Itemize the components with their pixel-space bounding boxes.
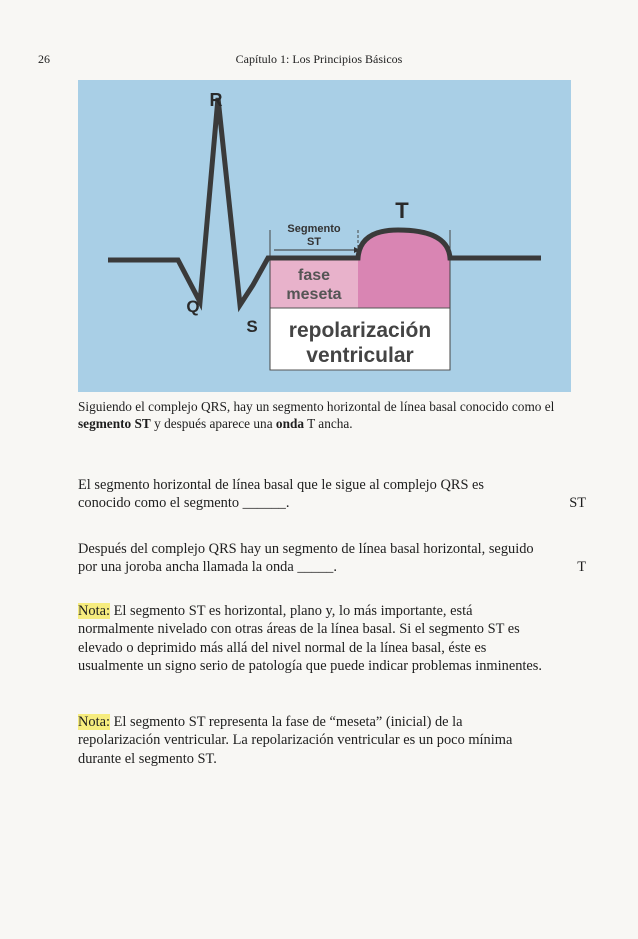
label-t: T: [395, 198, 409, 223]
repol-label-line2: ventricular: [306, 344, 414, 367]
frame-2-question: [78, 540, 538, 576]
label-s: S: [246, 317, 258, 336]
label-r: R: [209, 90, 223, 110]
segment-label-line2: ST: [306, 236, 322, 248]
ecg-figure: [78, 80, 571, 392]
segment-label-line1: Segmento: [287, 223, 341, 235]
note-2-label: Nota:: [78, 714, 110, 730]
frame-1-blank: ______.: [242, 495, 290, 511]
ecg-diagram: [78, 80, 571, 392]
note-1-label: Nota:: [78, 603, 110, 619]
running-header: Capítulo 1: Los Principios Básicos: [235, 52, 403, 66]
frame-2-text: Después del complejo QRS hay un segmento de línea basal horizontal, seguido por una joroba ancha llamada la onda: [78, 541, 534, 575]
note-1: [78, 602, 548, 676]
frame-2-answer: T: [577, 559, 586, 575]
note-2-text: El segmento ST representa la fase de “meseta” (inicial) de la repolarización ventricular. La repolarización ventricular es un poco mínima durante el segmento ST.: [78, 714, 513, 767]
phase-label-line1: fase: [297, 267, 331, 284]
caption-bold-2: onda: [275, 416, 305, 431]
frame-1-question: [78, 476, 538, 512]
caption-bold-1: segmento ST: [78, 416, 151, 431]
page-number: 26: [38, 52, 50, 66]
figure-caption: [78, 398, 568, 432]
frame-1-answer: ST: [569, 495, 586, 511]
repol-label-line1: repolarización: [288, 319, 432, 342]
note-1-text: El segmento ST es horizontal, plano y, lo más importante, está normalmente nivelado con otras áreas de la línea basal. Si el segmento ST es elevado o deprimido más allá del nivel normal de la línea basal, éste es usualmente un signo serio de patología que puede indicar problemas inminentes.: [78, 603, 542, 675]
note-2: [78, 713, 548, 768]
label-q: Q: [186, 297, 200, 316]
caption-text-3: T ancha.: [304, 416, 353, 431]
t-wave-fill: [358, 230, 450, 308]
phase-label-line2: meseta: [286, 286, 342, 303]
caption-text-2: y después aparece una: [150, 416, 276, 431]
frame-2-blank: _____.: [297, 559, 337, 575]
frame-1-text: El segmento horizontal de línea basal que le sigue al complejo QRS es conocido como el segmento: [78, 477, 485, 511]
caption-text-1: Siguiendo el complejo QRS, hay un segmento horizontal de línea basal conocido como el: [78, 399, 555, 414]
